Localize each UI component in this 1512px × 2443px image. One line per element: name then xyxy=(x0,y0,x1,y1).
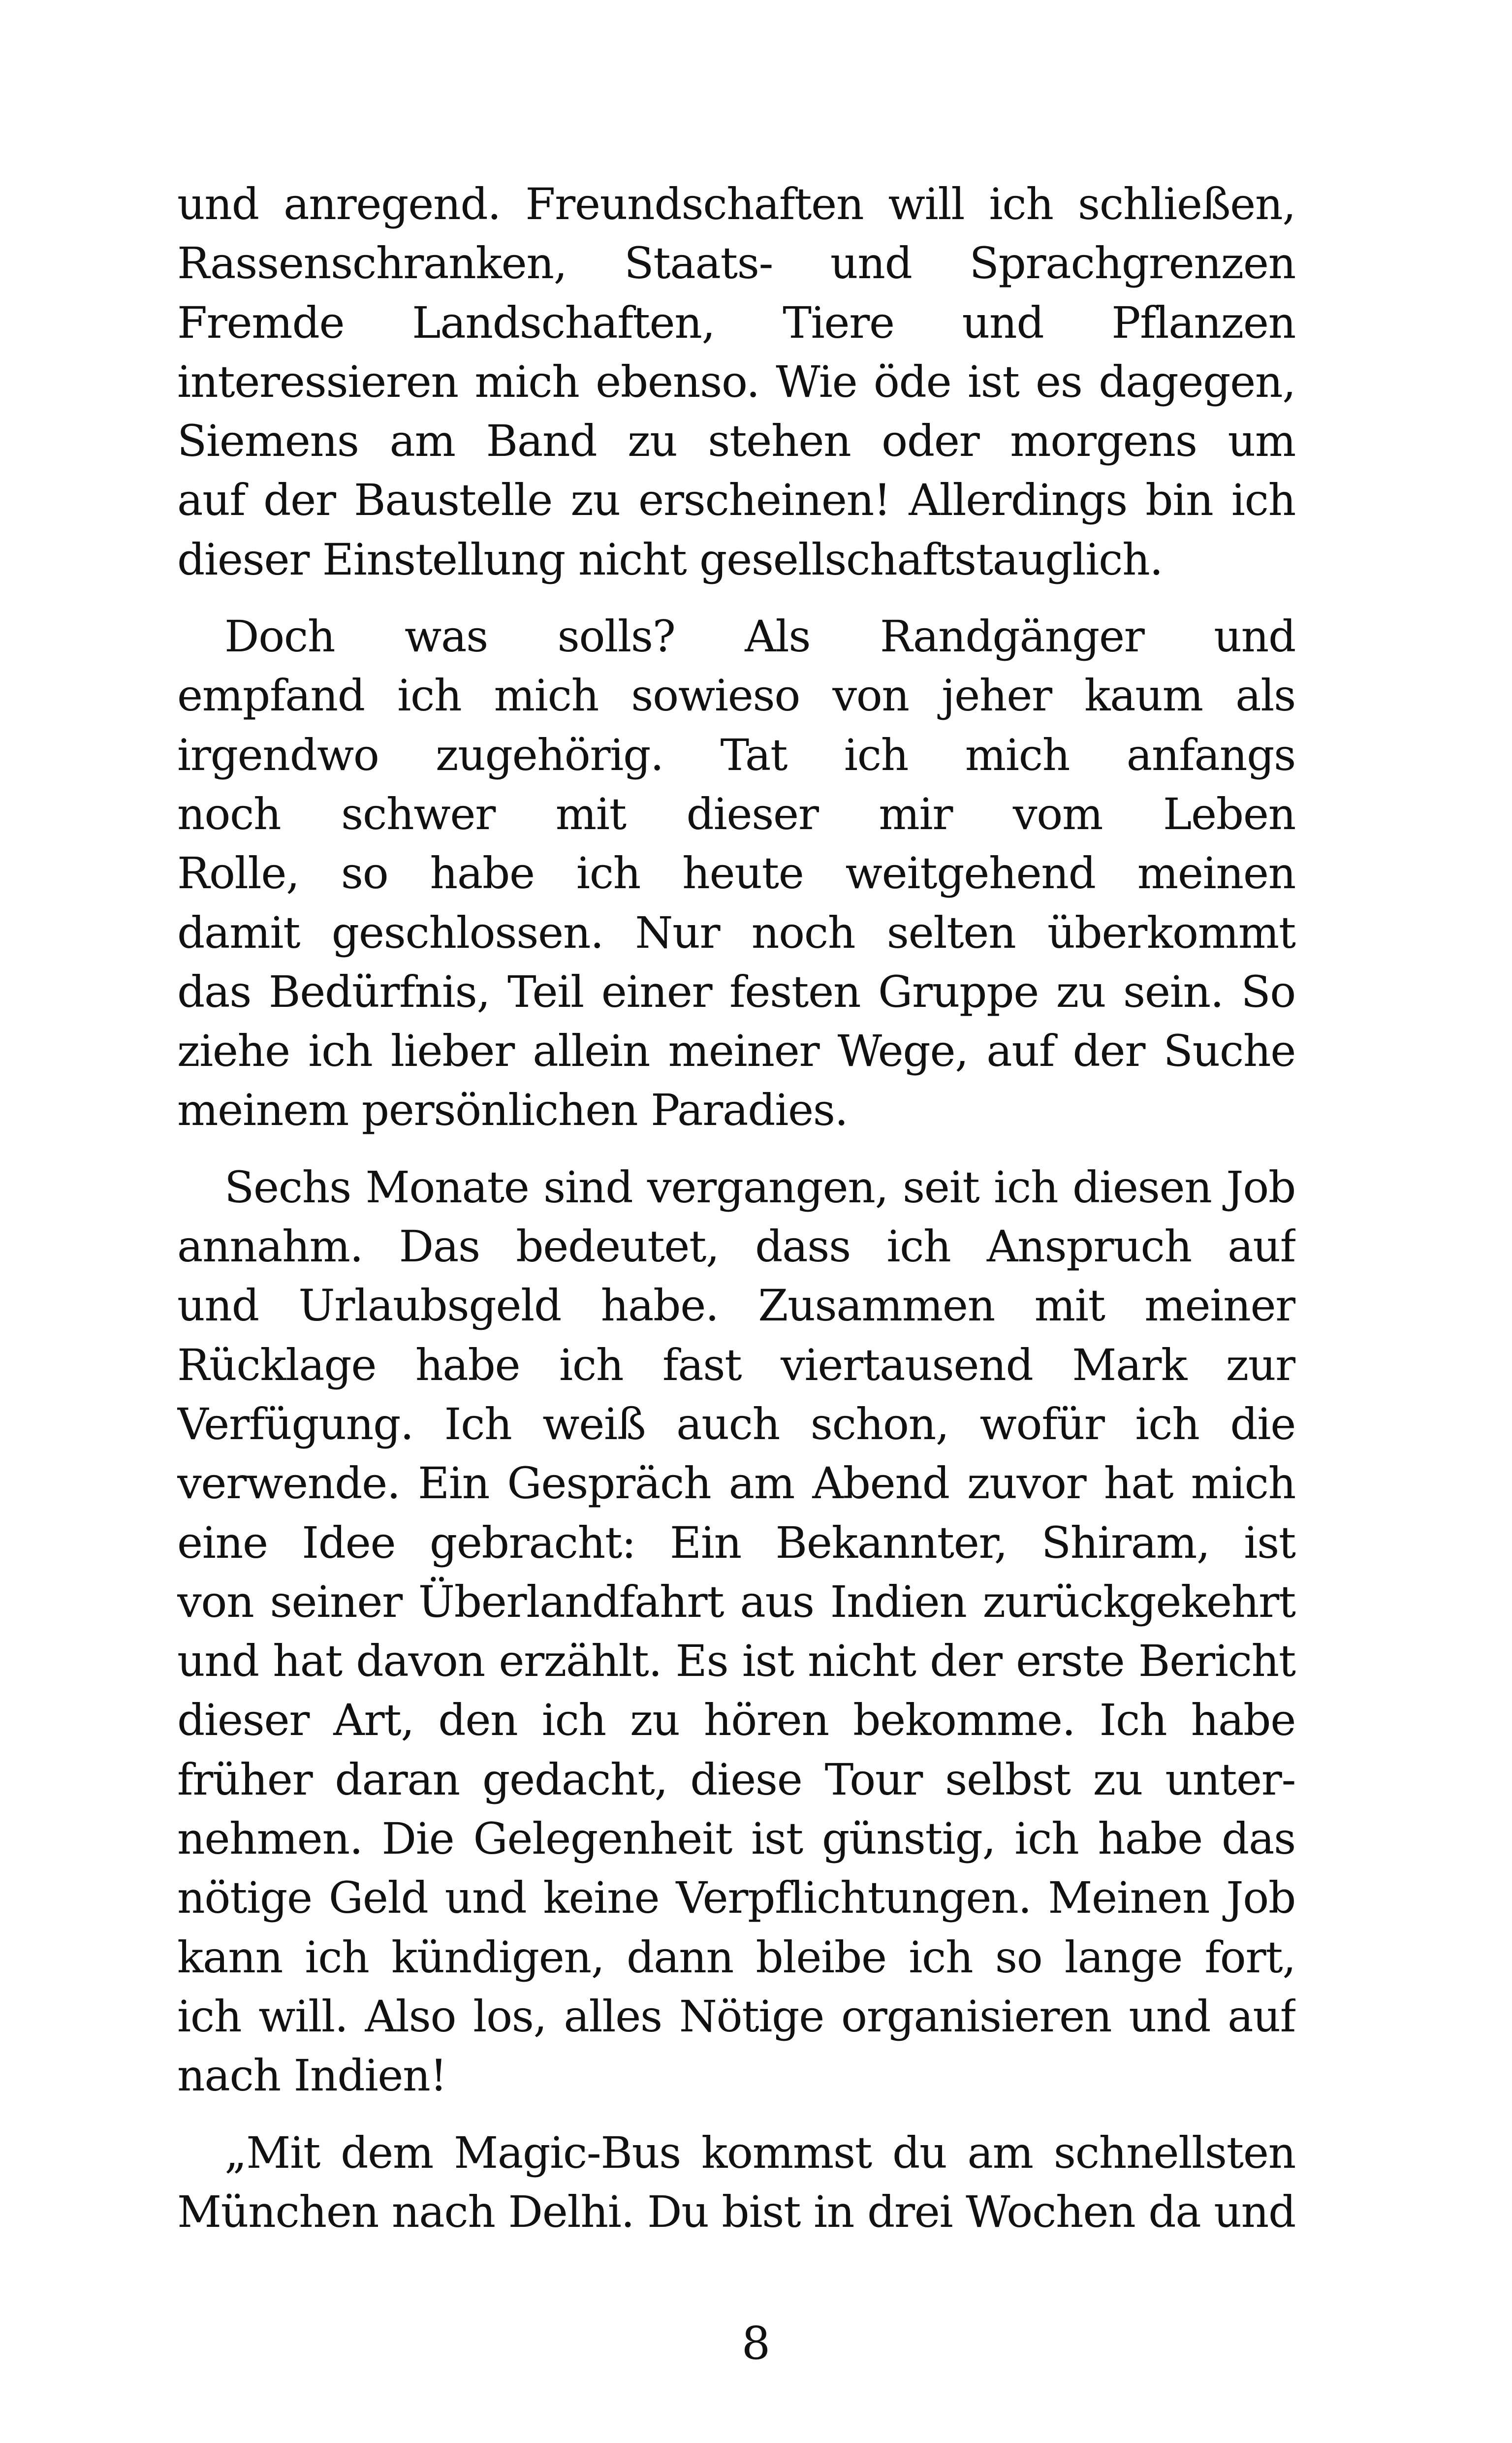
text-line: und anregend. Freundschaften will ich schließen, xyxy=(177,179,1295,229)
text-line: irgendwo zugehörig. Tat ich mich anfangs xyxy=(177,729,1295,780)
text-line: Doch was solls? Als Randgänger und xyxy=(224,611,1295,662)
text-line: von seiner Überlandfahrt aus Indien zurückgekehrt xyxy=(177,1576,1295,1627)
text-line: empfand ich mich sowieso von jeher kaum als xyxy=(177,670,1295,721)
paragraph-2 xyxy=(177,607,1295,1140)
text-line: Fremde Landschaften, Tiere und Pflanzen xyxy=(177,297,1295,348)
text-line: Rolle, so habe ich heute weitgehend meinen xyxy=(177,848,1295,899)
paragraph-4 xyxy=(177,2123,1295,2242)
text-line: nach Indien! xyxy=(177,2050,447,2101)
text-line: eine Idee gebracht: Ein Bekannter, Shiram, ist xyxy=(177,1517,1295,1568)
text-line: „Mit dem Magic-Bus kommst du am schnellsten xyxy=(224,2127,1295,2178)
text-line: Siemens am Band zu stehen oder morgens um xyxy=(177,416,1295,467)
text-line: damit geschlossen. Nur noch selten überkommt xyxy=(177,907,1295,958)
text-line: Verfügung. Ich weiß auch schon, wofür ich die xyxy=(177,1398,1295,1449)
text-line: und Urlaubsgeld habe. Zusammen mit meiner xyxy=(177,1280,1295,1331)
text-line: nötige Geld und keine Verpflichtungen. Meinen Job xyxy=(177,1872,1295,1924)
text-line: München nach Delhi. Du bist in drei Wochen da und xyxy=(177,2186,1295,2237)
text-line: Sechs Monate sind vergangen, seit ich diesen Job xyxy=(224,1161,1295,1213)
text-line: Rassenschranken, Staats- und Sprachgrenzen xyxy=(177,238,1295,289)
text-line: dieser Einstellung nicht gesellschaftstauglich. xyxy=(177,534,1163,585)
text-line: dieser Art, den ich zu hören bekomme. Ich habe xyxy=(177,1695,1295,1746)
text-line: ich will. Also los, alles Nötige organisieren und auf xyxy=(177,1991,1295,2042)
text-line: noch schwer mit dieser mir vom Leben xyxy=(177,788,1295,839)
text-line: Rücklage habe ich fast viertausend Mark zur xyxy=(177,1339,1295,1390)
text-line: früher daran gedacht, diese Tour selbst zu unter- xyxy=(177,1754,1295,1805)
text-line: ziehe ich lieber allein meiner Wege, auf der Suche xyxy=(177,1026,1295,1077)
text-line: und hat davon erzählt. Es ist nicht der erste Bericht xyxy=(177,1636,1295,1687)
text-line: verwende. Ein Gespräch am Abend zuvor hat mich xyxy=(177,1458,1295,1509)
text-line: nehmen. Die Gelegenheit ist günstig, ich habe das xyxy=(177,1813,1295,1864)
text-line: das Bedürfnis, Teil einer festen Gruppe zu sein. So xyxy=(177,966,1295,1017)
text-line: annahm. Das bedeutet, dass ich Anspruch auf xyxy=(177,1221,1295,1272)
text-line: meinem persönlichen Paradies. xyxy=(177,1085,848,1136)
body-text xyxy=(177,175,1295,2242)
text-line: kann ich kündigen, dann bleibe ich so lange fort, xyxy=(177,1931,1295,1983)
paragraph-1 xyxy=(177,175,1295,589)
paragraph-3 xyxy=(177,1158,1295,2106)
page-number: 8 xyxy=(741,2317,771,2370)
text-line: interessieren mich ebenso. Wie öde ist es dagegen, xyxy=(177,356,1295,407)
text-line: auf der Baustelle zu erscheinen! Allerdings bin ich xyxy=(177,475,1295,526)
